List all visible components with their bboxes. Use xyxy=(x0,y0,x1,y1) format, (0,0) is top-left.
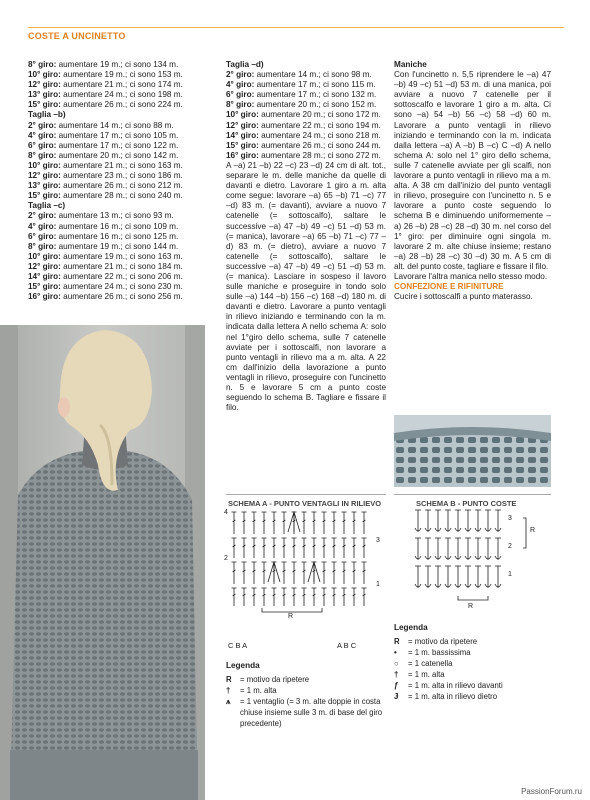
round-line xyxy=(28,100,210,110)
round-label: 12° giro: xyxy=(226,120,259,130)
stitch-symbol xyxy=(302,562,307,584)
rib-stitch-symbol xyxy=(465,538,471,560)
round-line xyxy=(28,131,210,141)
stitch-symbol xyxy=(322,588,327,606)
round-text: aumentare 22 m.; ci sono 206 m. xyxy=(60,271,183,281)
schema-b-chart xyxy=(408,508,548,613)
finishing-text: Cucire i sottoscalfi a punto materasso. xyxy=(394,292,533,302)
fan-symbol xyxy=(288,512,300,532)
legend-text: = 1 m. alta in rilievo dietro xyxy=(408,692,498,701)
rib-stitch-symbol xyxy=(425,510,431,532)
stitch-symbol xyxy=(302,512,307,534)
round-label: 6° giro: xyxy=(226,90,255,100)
round-label: 8° giro: xyxy=(226,100,255,110)
size-c-rounds xyxy=(28,211,210,302)
rib-stitch-symbol xyxy=(475,538,481,560)
round-line xyxy=(226,151,386,161)
round-label: 2° giro: xyxy=(28,211,57,221)
round-label: 15° giro: xyxy=(28,100,61,110)
schema-b-row-1: 1 xyxy=(508,571,512,578)
stitch-symbol xyxy=(312,538,317,558)
stitch-symbol xyxy=(292,562,297,584)
stitch-symbol xyxy=(262,588,267,606)
rib-stitch-symbol xyxy=(435,566,441,588)
round-text: aumentare 26 m.; ci sono 224 m. xyxy=(60,100,183,110)
round-text: aumentare 14 m.; ci sono 88 m. xyxy=(56,120,174,130)
round-line xyxy=(226,110,386,120)
legend-symbol-icon: ○ xyxy=(394,659,399,668)
stitch-symbol xyxy=(282,588,287,606)
rib-stitch-symbol xyxy=(455,566,461,588)
legend-row xyxy=(226,674,386,685)
stitch-symbol xyxy=(342,538,347,558)
rib-stitch-symbol xyxy=(425,538,431,560)
rib-stitch-symbol xyxy=(445,510,451,532)
round-text: aumentare 21 m.; ci sono 163 m. xyxy=(60,160,183,170)
round-text: aumentare 14 m.; ci sono 98 m. xyxy=(254,70,372,80)
round-text: aumentare 19 m.; ci sono 144 m. xyxy=(56,241,179,251)
sleeves-text: Con l'uncinetto n. 5,5 riprendere le –a) 47 –b) 49 –c) 51 –d) 53 m. di una manica, poi avviare a nuovo 7 catenelle per il sottoscalfo e lavorare 1 giro a m. alta. Ci sono –a) 54 –b) 56 –c) 58 –d) 60 m. Lavorare a punto ventagli in rilievo iniziando e terminando con la m. indicata dalla lettera –a) A –b) B –c) C –d) A nello schema A: solo nel 1° giro dello schema, sulle 7 catenelle avviate per gli scalfi, non lavorare a punto ventagli in rilievo ma a m. alta. A 38 cm dall'inizio del punto ventagli in rilievo, proseguire con l'uncinetto n. 5 e lavorare a punto coste seguendo lo schema B e diminuendo uniformemente –a) 26 –b) 28 –c) 28 –d) 30 m. nel corso del 1° giro: per diminuire ogni singola m. lavorare 2 m. alte chiuse insieme; restano –a) 28 –b) 28 –c) 30 –d) 30 m. A 5 cm di alt. del punto coste, tagliare e fissare il filo. xyxy=(394,70,551,271)
stitch-symbol xyxy=(322,538,327,558)
round-line xyxy=(28,171,210,181)
rib-stitch-symbol xyxy=(485,510,491,532)
round-line xyxy=(28,292,210,302)
stitch-symbol xyxy=(252,562,257,584)
stitch-symbol xyxy=(232,512,237,534)
legend-row xyxy=(394,647,551,658)
round-text: aumentare 16 m.; ci sono 109 m. xyxy=(56,221,179,231)
divider-schema-b xyxy=(394,494,551,495)
legend-row xyxy=(394,636,551,647)
stitch-symbol xyxy=(272,512,277,534)
round-text: aumentare 22 m.; ci sono 194 m. xyxy=(258,120,381,130)
rib-stitch-symbol xyxy=(485,538,491,560)
rib-stitch-symbol xyxy=(435,538,441,560)
schema-b-row-3: 3 xyxy=(508,515,512,522)
round-line xyxy=(28,252,210,262)
round-text: aumentare 13 m.; ci sono 93 m. xyxy=(56,211,174,221)
rib-stitch-symbol xyxy=(475,566,481,588)
round-line xyxy=(28,191,210,201)
stitch-symbol xyxy=(342,562,347,584)
rib-stitch-symbol xyxy=(415,566,421,588)
stitch-symbol xyxy=(352,562,357,584)
legend-symbol-icon: † xyxy=(394,670,399,679)
round-label: 8° giro: xyxy=(28,241,57,251)
legend-symbol-icon: ⩚ xyxy=(226,697,231,706)
round-text: aumentare 23 m.; ci sono 186 m. xyxy=(60,171,183,181)
rib-stitch-symbol xyxy=(445,566,451,588)
round-line xyxy=(28,272,210,282)
legend-a-title: Legenda xyxy=(226,661,260,670)
round-text: aumentare 24 m.; ci sono 218 m. xyxy=(258,130,381,140)
column-2 xyxy=(226,60,386,413)
schema-b-repeat-top: R xyxy=(530,527,536,534)
round-text: aumentare 19 m.; ci sono 153 m. xyxy=(60,70,183,80)
size-c-heading: Taglia –c) xyxy=(28,201,66,211)
round-label: 6° giro: xyxy=(28,231,57,241)
round-text: aumentare 20 m.; ci sono 142 m. xyxy=(56,150,179,160)
fan-symbol xyxy=(308,562,320,582)
stitch-symbol xyxy=(242,562,247,584)
size-a-rounds xyxy=(28,60,210,110)
rib-stitch-symbol xyxy=(495,566,501,588)
stitch-symbol xyxy=(362,538,367,558)
round-label: 6° giro: xyxy=(28,140,57,150)
page-header xyxy=(28,27,564,45)
round-text: aumentare 19 m.; ci sono 163 m. xyxy=(60,251,183,261)
round-text: aumentare 26 m.; ci sono 244 m. xyxy=(258,140,381,150)
round-text: aumentare 17 m.; ci sono 122 m. xyxy=(56,140,179,150)
round-line xyxy=(28,141,210,151)
stitch-symbol xyxy=(252,512,257,534)
legend-row xyxy=(394,658,551,669)
round-line xyxy=(226,90,386,100)
legend-text: = 1 m. bassissima xyxy=(408,648,471,657)
round-line xyxy=(28,282,210,292)
legend-row xyxy=(394,691,551,702)
legend-b xyxy=(394,622,551,702)
legend-text: = 1 m. alta xyxy=(240,686,277,695)
legend-text: = 1 m. alta in rilievo davanti xyxy=(408,681,503,690)
rib-stitch-symbol xyxy=(435,510,441,532)
legend-a xyxy=(226,660,386,729)
rib-stitch-symbol xyxy=(465,510,471,532)
stitch-symbol xyxy=(262,562,267,584)
rib-stitch-symbol xyxy=(445,538,451,560)
rib-stitch-symbol xyxy=(495,510,501,532)
stitch-symbol xyxy=(362,588,367,606)
size-d-rounds xyxy=(226,70,386,161)
divider-schema-a xyxy=(226,494,386,495)
stitch-symbol xyxy=(272,588,277,606)
round-line xyxy=(28,151,210,161)
round-line xyxy=(28,80,210,90)
round-text: aumentare 28 m.; ci sono 272 m. xyxy=(258,150,381,160)
round-line xyxy=(28,181,210,191)
stitch-symbol xyxy=(282,512,287,534)
rib-stitch-symbol xyxy=(495,538,501,560)
knit-detail-photo xyxy=(394,415,551,487)
stitch-symbol xyxy=(232,588,237,606)
round-text: aumentare 20 m.; ci sono 152 m. xyxy=(254,100,377,110)
schema-a-repeat: R xyxy=(288,613,294,620)
round-text: aumentare 19 m.; ci sono 134 m. xyxy=(56,60,179,69)
round-label: 12° giro: xyxy=(28,80,61,90)
legend-text: = motivo da ripetere xyxy=(408,637,478,646)
stitch-symbol xyxy=(292,588,297,606)
round-label: 15° giro: xyxy=(28,191,61,201)
fan-symbol xyxy=(268,562,280,582)
rib-stitch-symbol xyxy=(415,538,421,560)
schema-a-row-2: 2 xyxy=(224,555,228,562)
round-line xyxy=(226,141,386,151)
legend-text: = 1 catenella xyxy=(408,659,453,668)
round-text: aumentare 16 m.; ci sono 125 m. xyxy=(56,231,179,241)
watermark: PassionForum.ru xyxy=(521,787,582,796)
round-label: 12° giro: xyxy=(28,171,61,181)
legend-row xyxy=(394,680,551,691)
body-instructions: A –a) 21 –b) 22 –c) 23 –d) 24 cm di alt. tot., separare le m. delle maniche da quelle di davanti e dietro. Lavorare 1 giro a m. alta come segue: lavorare –a) 65 –b) 71 –c) 77 –d) 83 m. (= davanti), avviare a nuovo 7 catenelle (= sottoscalfo), saltare le successive –a) 47 –b) 49 –c) 51 –d) 53 m. (= manica), lavorare –a) 65 –b) 71 –c) 77 –d) 83 m. (= dietro), avviare a nuovo 7 catenelle (= sottoscalfo), saltare le successive –a) 47 –b) 49 –c) 51 –d) 53 m. (= manica). Lasciare in sospeso il lavoro sulle maniche e proseguire in tondo solo sulle –a) 144 –b) 156 –c) 168 –d) 180 m. di davanti e dietro. Lavorare a punto ventagli in rilievo iniziando e terminando con la m. indicata dalla lettera A nello schema A: solo nel 1°giro dello schema, sulle 7 catenelle avviate per i sottoscalfi, non lavorare a punto ventagli in rilievo ma a m. alta. A 22 cm dall'inizio della lavorazione a punto ventagli in rilievo, proseguire con l'uncinetto n. 5 e lavorare 5 cm a punto coste seguendo lo schema B. Tagliare e fissare il filo. xyxy=(226,160,386,413)
round-text: aumentare 21 m.; ci sono 184 m. xyxy=(60,261,183,271)
schema-a-letters-left: C B A xyxy=(228,641,248,650)
round-text: aumentare 28 m.; ci sono 240 m. xyxy=(60,191,183,201)
schema-b-row-2: 2 xyxy=(508,543,512,550)
stitch-symbol xyxy=(352,538,357,558)
round-text: aumentare 24 m.; ci sono 198 m. xyxy=(60,90,183,100)
stitch-symbol xyxy=(322,512,327,534)
stitch-symbol xyxy=(352,588,357,606)
stitch-symbol xyxy=(282,562,287,584)
legend-b-title: Legenda xyxy=(394,623,428,632)
stitch-symbol xyxy=(262,538,267,558)
round-label: 8° giro: xyxy=(28,150,57,160)
round-label: 13° giro: xyxy=(28,90,61,100)
round-line xyxy=(226,121,386,131)
stitch-symbol xyxy=(332,512,337,534)
round-line xyxy=(28,242,210,252)
size-d-heading: Taglia –d) xyxy=(226,60,264,69)
stitch-symbol xyxy=(242,588,247,606)
rib-stitch-symbol xyxy=(485,566,491,588)
stitch-symbol xyxy=(242,538,247,558)
legend-row xyxy=(226,696,386,729)
size-b-heading: Taglia –b) xyxy=(28,110,66,120)
round-label: 8° giro: xyxy=(28,60,57,69)
round-line xyxy=(226,80,386,90)
round-line xyxy=(28,232,210,242)
schema-a-row-4: 4 xyxy=(224,509,228,516)
stitch-symbol xyxy=(332,588,337,606)
stitch-symbol xyxy=(252,538,257,558)
schema-a-letters-right: A B C xyxy=(337,641,357,650)
legend-symbol-icon: R xyxy=(394,637,400,646)
stitch-symbol xyxy=(342,588,347,606)
schema-a-title: SCHEMA A - PUNTO VENTAGLI IN RILIEVO xyxy=(228,499,382,508)
section-title: COSTE A UNCINETTO xyxy=(28,31,126,41)
round-line xyxy=(28,60,210,70)
schema-a-row-3: 3 xyxy=(376,537,380,544)
size-b-rounds xyxy=(28,121,210,202)
round-label: 4° giro: xyxy=(28,221,57,231)
schema-a-row-1: 1 xyxy=(376,581,380,588)
legend-text: = 1 ventaglio (= 3 m. alte doppie in costa chiuse insieme sulle 3 m. di base del giro precedente) xyxy=(240,697,383,728)
round-text: aumentare 21 m.; ci sono 174 m. xyxy=(60,80,183,90)
rib-stitch-symbol xyxy=(455,538,461,560)
legend-text: = motivo da ripetere xyxy=(240,675,310,684)
legend-symbol-icon: Ɉ xyxy=(394,692,399,701)
stitch-symbol xyxy=(362,562,367,584)
rib-stitch-symbol xyxy=(455,510,461,532)
round-text: aumentare 26 m.; ci sono 256 m. xyxy=(60,292,183,302)
legend-row xyxy=(394,669,551,680)
round-line xyxy=(28,222,210,232)
round-label: 4° giro: xyxy=(226,80,255,90)
stitch-symbol xyxy=(332,562,337,584)
stitch-symbol xyxy=(232,562,237,584)
round-line xyxy=(28,161,210,171)
stitch-symbol xyxy=(312,512,317,534)
round-line xyxy=(28,211,210,221)
column-1 xyxy=(28,60,210,302)
rib-stitch-symbol xyxy=(465,566,471,588)
round-label: 14° giro: xyxy=(28,271,61,281)
round-label: 10° giro: xyxy=(28,70,61,80)
round-label: 2° giro: xyxy=(28,120,57,130)
stitch-symbol xyxy=(242,512,247,534)
round-text: aumentare 26 m.; ci sono 212 m. xyxy=(60,181,183,191)
round-label: 15° giro: xyxy=(226,140,259,150)
rib-stitch-symbol xyxy=(415,510,421,532)
stitch-symbol xyxy=(362,512,367,534)
round-label: 16° giro: xyxy=(226,150,259,160)
stitch-symbol xyxy=(352,512,357,534)
round-label: 13° giro: xyxy=(28,181,61,191)
sleeves-text-2: Lavorare l'altra manica nello stesso modo. xyxy=(394,271,548,281)
round-label: 10° giro: xyxy=(28,160,61,170)
round-text: aumentare 17 m.; ci sono 132 m. xyxy=(254,90,377,100)
sleeves-heading: Maniche xyxy=(394,60,427,69)
round-label: 10° giro: xyxy=(226,110,259,120)
stitch-symbol xyxy=(292,538,297,558)
legend-symbol-icon: ƒ xyxy=(394,681,399,690)
legend-symbol-icon: † xyxy=(226,686,231,695)
legend-symbol-icon: R xyxy=(226,675,232,684)
stitch-symbol xyxy=(312,588,317,606)
round-text: aumentare 17 m.; ci sono 105 m. xyxy=(56,130,179,140)
stitch-symbol xyxy=(232,538,237,558)
stitch-symbol xyxy=(342,512,347,534)
round-label: 14° giro: xyxy=(226,130,259,140)
stitch-symbol xyxy=(272,538,277,558)
round-label: 4° giro: xyxy=(28,130,57,140)
stitch-symbol xyxy=(282,538,287,558)
round-line xyxy=(226,131,386,141)
schema-b-repeat-bottom: R xyxy=(468,603,474,610)
stitch-symbol xyxy=(302,588,307,606)
stitch-symbol xyxy=(252,588,257,606)
stitch-symbol xyxy=(332,538,337,558)
rib-stitch-symbol xyxy=(475,510,481,532)
round-label: 2° giro: xyxy=(226,70,255,80)
round-text: aumentare 17 m.; ci sono 115 m. xyxy=(254,80,376,90)
finishing-heading: CONFEZIONE E RIFINITURE xyxy=(394,282,504,292)
round-label: 16° giro: xyxy=(28,292,61,302)
schema-a-chart xyxy=(222,508,387,653)
stitch-symbol xyxy=(302,538,307,558)
legend-symbol-icon: • xyxy=(394,648,397,657)
schema-b-title: SCHEMA B - PUNTO COSTE xyxy=(416,499,517,508)
round-text: aumentare 24 m.; ci sono 230 m. xyxy=(60,282,183,292)
round-line xyxy=(226,100,386,110)
round-text: aumentare 20 m.; ci sono 172 m. xyxy=(258,110,381,120)
model-photo xyxy=(0,325,205,800)
round-line xyxy=(28,121,210,131)
stitch-symbol xyxy=(262,512,267,534)
round-label: 12° giro: xyxy=(28,261,61,271)
round-label: 10° giro: xyxy=(28,251,61,261)
round-line xyxy=(28,70,210,80)
round-line xyxy=(28,262,210,272)
round-line xyxy=(28,90,210,100)
legend-row xyxy=(226,685,386,696)
legend-text: = 1 m. alta xyxy=(408,670,445,679)
stitch-symbol xyxy=(322,562,327,584)
column-3 xyxy=(394,60,551,302)
rib-stitch-symbol xyxy=(425,566,431,588)
round-line xyxy=(226,70,386,80)
round-label: 15° giro: xyxy=(28,282,61,292)
